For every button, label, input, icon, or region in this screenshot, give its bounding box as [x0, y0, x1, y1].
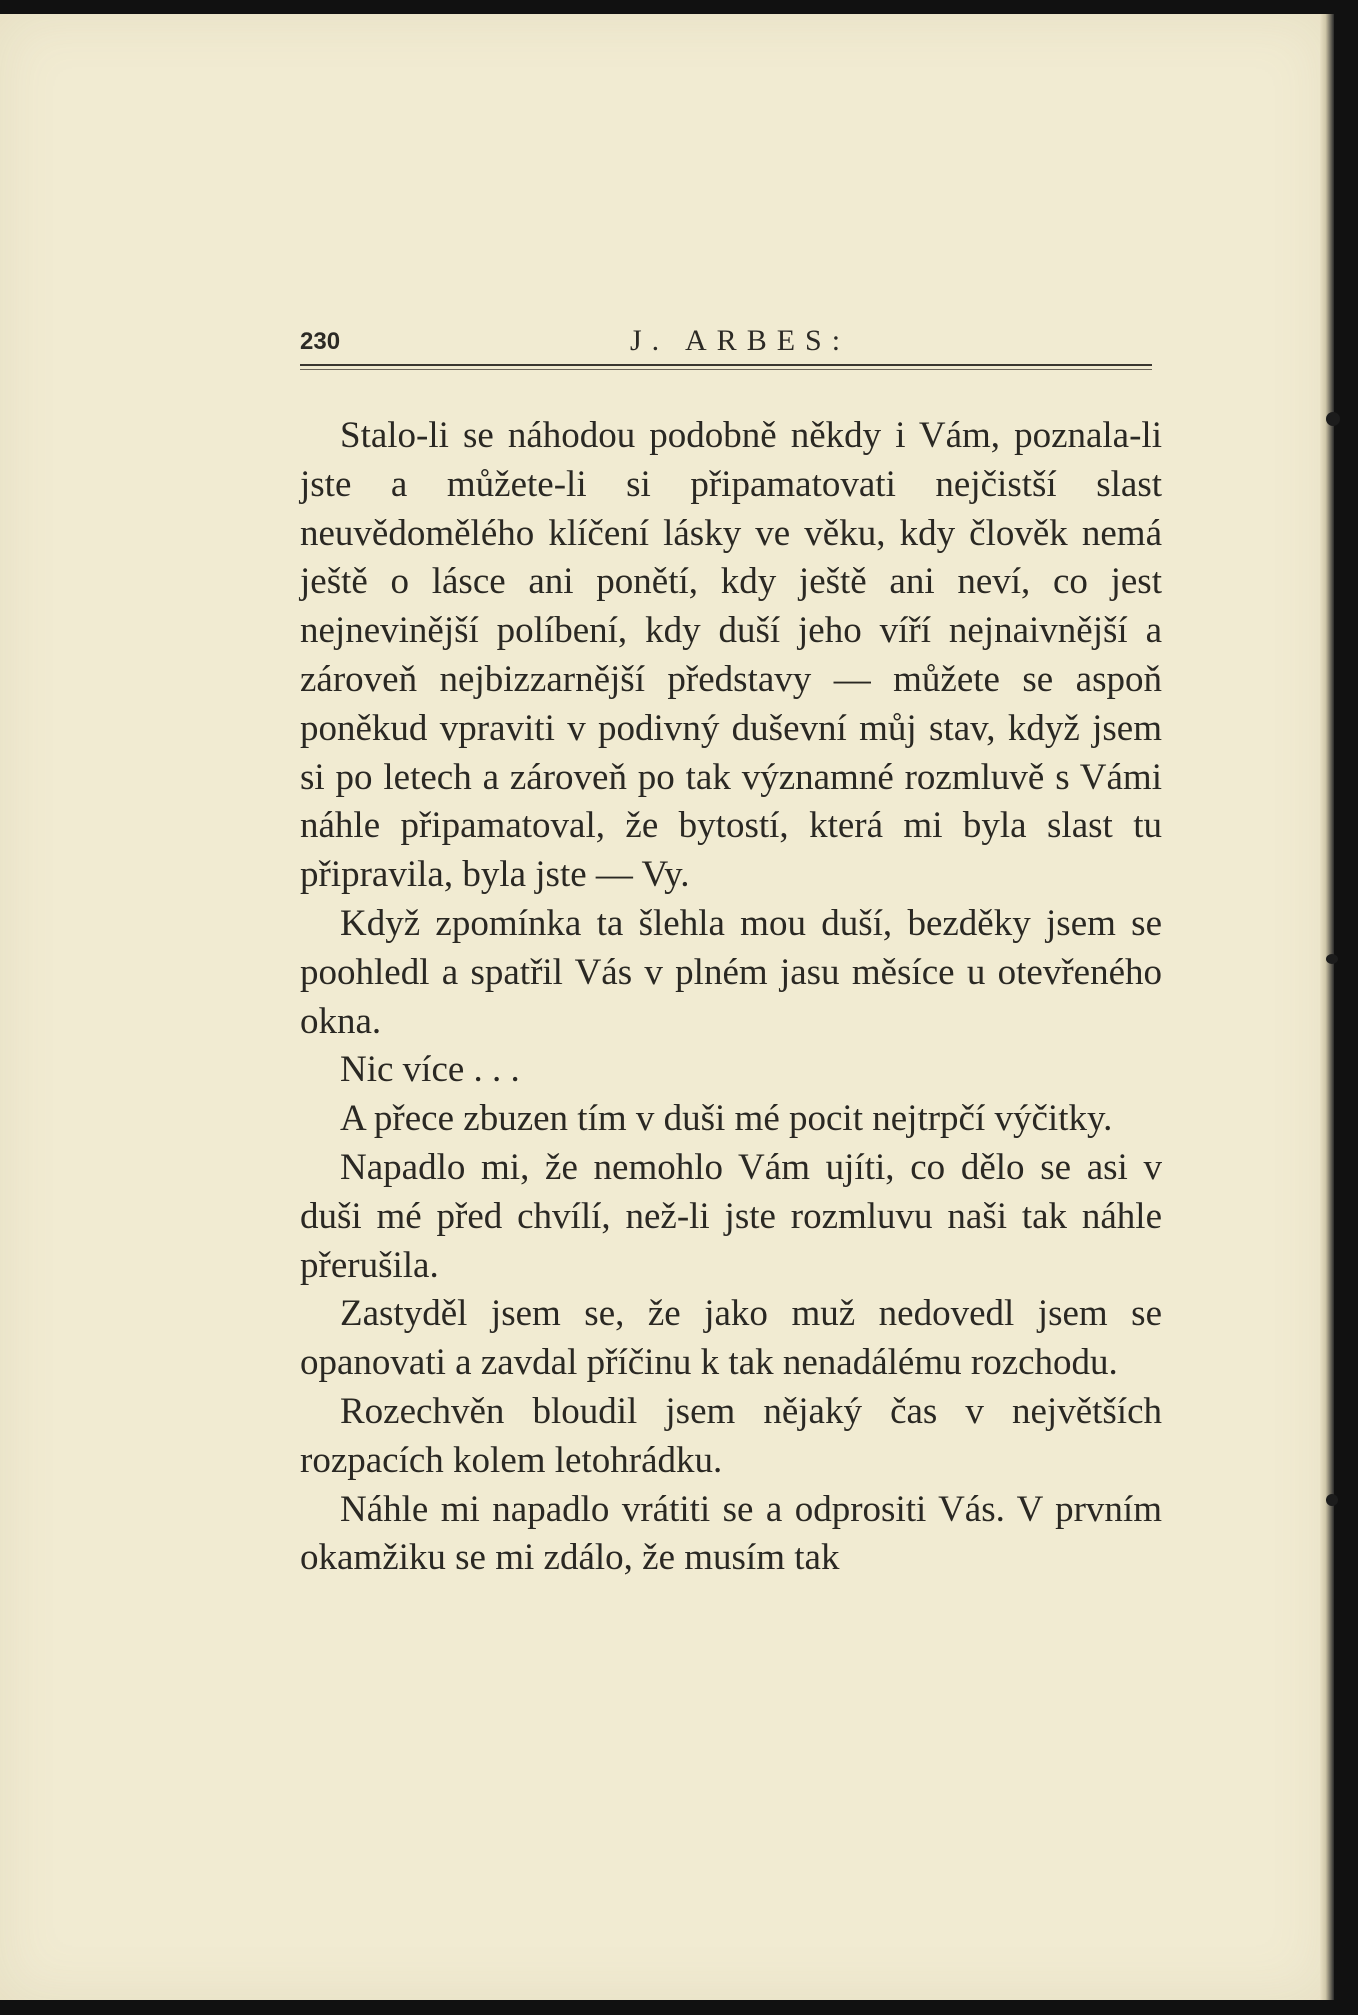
body-text	[300, 412, 1162, 1583]
paragraph: Stalo-li se náhodou podobně někdy i Vám, poznala-li jste a můžete-li si připamatovati nejčistší slast neuvědomělého klíčení lásky ve věku, kdy člověk nemá ještě o lásce ani ponětí, kdy ještě ani neví, co jest nejnevinější políbení, kdy duší jeho víří nejnaivnější a zároveň nejbizzarnější představy — můžete se aspoň poněkud vpraviti v podivný duševní můj stav, když jsem si po letech a zároveň po tak významné rozmluvě s Vámi náhle připamatoval, že bytostí, která mi byla slast tu připravila, byla jste — Vy.	[300, 415, 1162, 896]
author-name: J. ARBES:	[630, 324, 851, 357]
paragraph: A přece zbuzen tím v duši mé pocit nejtrpčí výčitky.	[340, 1098, 1113, 1140]
paragraph: Náhle mi napadlo vrátiti se a odprositi Vás. V prvním okamžiku se mi zdálo, že musím tak	[300, 1488, 1162, 1579]
edge-mark	[1326, 412, 1340, 426]
page-number: 230	[300, 328, 341, 355]
paragraph: Napadlo mi, že nemohlo Vám ujíti, co dělo se asi v duši mé před chvílí, než-li jste rozmluvu naši tak náhle přerušila.	[300, 1146, 1162, 1286]
paragraph: Nic více . . .	[340, 1049, 520, 1091]
paragraph: Rozechvěn bloudil jsem nějaký čas v největších rozpacích kolem letohrádku.	[300, 1390, 1162, 1481]
edge-mark	[1326, 954, 1338, 964]
paragraph: Když zpomínka ta šlehla mou duší, bezděky jsem se poohledl a spatřil Vás v plném jasu měsíce u otevřeného okna.	[300, 902, 1162, 1042]
paragraph: Zastyděl jsem se, že jako muž nedovedl jsem se opanovati a zavdal příčinu k tak nenadálému rozchodu.	[300, 1293, 1162, 1384]
running-head	[300, 322, 1152, 366]
edge-mark	[1326, 1494, 1338, 1506]
header-rule-thin	[300, 369, 1152, 370]
header-rule	[300, 364, 1152, 366]
page-edge	[1320, 14, 1334, 2000]
